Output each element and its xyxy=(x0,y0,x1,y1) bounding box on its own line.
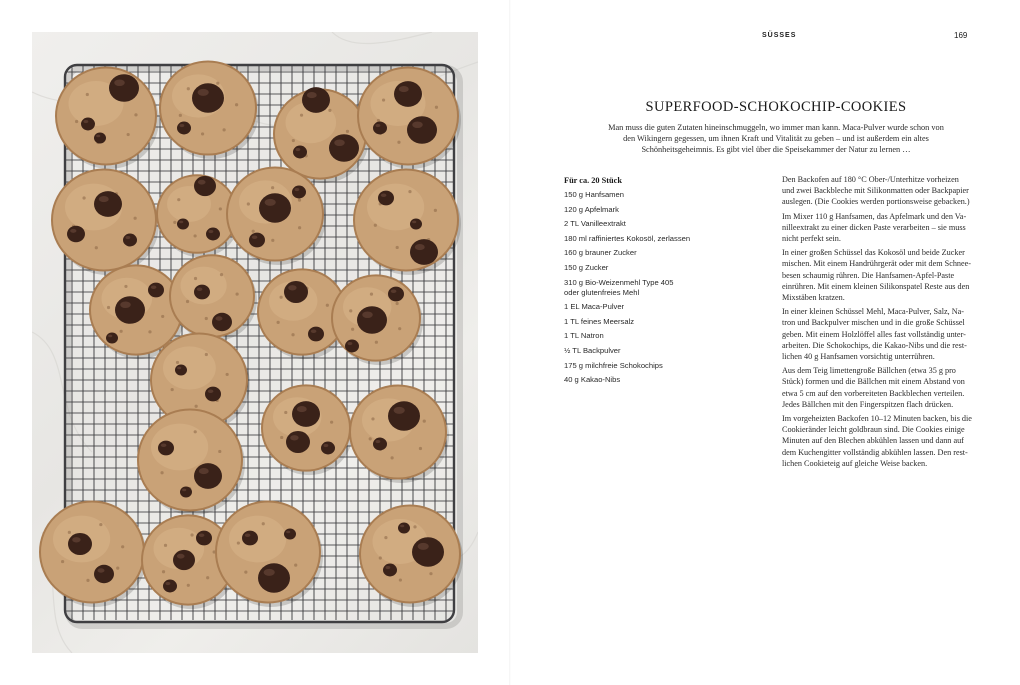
ingredient-line: 180 ml raffiniertes Kokosöl, zerlassen xyxy=(564,233,691,243)
chocolate-chip xyxy=(284,528,296,539)
method-step-line: nilleextrakt zu einer dicken Paste verarbeiten – sie muss xyxy=(782,222,966,232)
chocolate-chip-gloss xyxy=(375,124,380,127)
cookie-crumb xyxy=(429,572,432,575)
chocolate-chip-gloss xyxy=(72,537,80,542)
cookie-crumb xyxy=(127,133,130,136)
chocolate-chip xyxy=(94,191,122,217)
method-step-line: Stück) formen und die Bällchen mit einem Abstand von xyxy=(782,377,965,387)
chocolate-chip xyxy=(148,283,164,298)
chocolate-chip-gloss xyxy=(179,221,183,224)
chocolate-chip-gloss xyxy=(151,285,157,289)
chocolate-chip-gloss xyxy=(114,79,125,86)
chocolate-chip xyxy=(205,387,221,402)
ingredient-item xyxy=(564,317,754,327)
chocolate-chip xyxy=(293,146,307,159)
chocolate-chip xyxy=(81,118,95,131)
chocolate-chip xyxy=(212,313,232,331)
ingredient-line: 160 g brauner Zucker xyxy=(564,248,637,258)
chocolate-chip xyxy=(383,564,397,577)
cookie-crumb xyxy=(186,300,189,303)
chocolate-chip-gloss xyxy=(347,342,352,345)
chocolate-chip-gloss xyxy=(198,89,209,96)
chocolate-chip xyxy=(345,340,359,353)
method-step-line: etwa 5 cm auf den vorbereiteten Backblechen verteilen. xyxy=(782,388,965,398)
cookie-crumb xyxy=(298,226,301,229)
ingredient-item xyxy=(564,248,754,258)
cookie-highlight xyxy=(163,346,216,389)
ingredient-line: 175 g milchfreie Schokochips xyxy=(564,360,663,370)
cookie-crumb xyxy=(134,217,137,220)
method-step-line: Minuten auf den Blechen abkühlen lassen und dann auf xyxy=(782,436,964,446)
chocolate-chip-gloss xyxy=(177,367,181,370)
method-step-line: Jedes Bällchen mit den Fingerspitzen flach drücken. xyxy=(782,399,954,409)
cookie-crumb xyxy=(194,277,197,280)
cookie-crumb xyxy=(252,230,255,233)
chocolate-chip xyxy=(373,122,387,135)
method-step-line: mischen. Mit einem Handrührgerät oder mit dem Schnee- xyxy=(782,259,972,269)
chocolate-chip-gloss xyxy=(252,235,258,239)
ingredient-line: oder glutenfreies Mehl xyxy=(564,287,640,297)
cookie-crumb xyxy=(419,447,422,450)
cookie-crumb xyxy=(277,321,280,324)
cookie-crumb xyxy=(194,234,197,237)
cookie-crumb xyxy=(236,292,239,295)
cookie-crumb xyxy=(423,420,426,423)
chocolate-chip xyxy=(302,87,330,113)
method-step-line: In einer kleinen Schüssel Mehl, Maca-Pulver, Salz, Na- xyxy=(782,307,965,317)
recipe-intro xyxy=(592,122,960,155)
method-step xyxy=(782,365,992,410)
chocolate-chip-gloss xyxy=(295,148,300,151)
cookie-crumb xyxy=(187,87,190,90)
cookie-crumb xyxy=(247,202,250,205)
chocolate-chip-gloss xyxy=(208,230,213,233)
chocolate-chip-gloss xyxy=(311,329,317,333)
ingredient-items xyxy=(564,190,754,385)
cookie-crumb xyxy=(116,567,119,570)
chocolate-chip-gloss xyxy=(199,468,209,474)
chocolate-chip-gloss xyxy=(385,566,390,569)
cookie-crumb xyxy=(124,285,127,288)
cookie-crumb xyxy=(413,525,416,528)
chocolate-chip xyxy=(394,81,422,107)
cookie-crumb xyxy=(397,141,400,144)
chocolate-chip xyxy=(410,218,422,229)
cookie-crumb xyxy=(434,209,437,212)
ingredient-line: 1 EL Maca-Pulver xyxy=(564,302,625,312)
cookie-crumb xyxy=(379,556,382,559)
ingredient-item xyxy=(564,219,754,229)
ingredient-line: 150 g Hanfsamen xyxy=(564,190,624,199)
cookie-crumb xyxy=(271,186,274,189)
cookie-crumb xyxy=(346,130,349,133)
cookie-crumb xyxy=(134,113,137,116)
chocolate-chip-gloss xyxy=(394,407,405,414)
cookie-crumb xyxy=(206,576,209,579)
ingredient-line: 1 TL feines Meersalz xyxy=(564,316,635,326)
cookie-crumb xyxy=(235,103,238,106)
cookie-crumb xyxy=(223,128,226,131)
method-step-line: Im Mixer 110 g Hanfsamen, das Apfelmark und den Va- xyxy=(782,211,967,221)
intro-line: Man muss die guten Zutaten hineinschmuggeln, wo immer man kann. Maca-Pulver wurde schon von xyxy=(608,123,944,132)
cookie-crumb xyxy=(148,330,151,333)
cookie-crumb xyxy=(194,430,197,433)
cookie-crumb xyxy=(160,471,163,474)
chocolate-chip xyxy=(249,233,265,248)
cookie-crumb xyxy=(61,560,64,563)
chocolate-chip xyxy=(163,580,177,593)
chocolate-chip xyxy=(158,441,174,456)
intro-line: Schönheitsgeheimnis. Es gibt viel über die Speisekammer der Natur zu lernen … xyxy=(641,145,911,154)
ingredient-item xyxy=(564,302,754,312)
chocolate-chip xyxy=(292,401,320,427)
method-step-line: einrühren. Mit einem kleinen Silikonspatel Reste aus den xyxy=(782,281,970,291)
cookie-crumb xyxy=(369,437,372,440)
chocolate-chip-gloss xyxy=(415,244,425,250)
chocolate-chip xyxy=(180,486,192,497)
chocolate-chip-gloss xyxy=(182,489,186,492)
chocolate-chip xyxy=(388,401,420,430)
cookie-crumb xyxy=(435,106,438,109)
cookie-crumb xyxy=(177,198,180,201)
chocolate-chip xyxy=(373,438,387,451)
chocolate-chip xyxy=(94,132,106,143)
cookie-crumb xyxy=(328,109,331,112)
method-step xyxy=(782,247,992,303)
cookie-crumb xyxy=(195,405,198,408)
chocolate-chip-gloss xyxy=(307,92,317,98)
chocolate-chip-gloss xyxy=(216,316,223,320)
chocolate-chip xyxy=(196,531,212,546)
cookie-crumb xyxy=(396,246,399,249)
ingredient-line: 1 TL Natron xyxy=(564,331,604,341)
cookie-crumb xyxy=(408,190,411,193)
cookies-on-cooling-rack-image xyxy=(32,32,478,653)
chocolate-chip-gloss xyxy=(108,335,112,338)
chocolate-chip xyxy=(106,332,118,343)
cookie-crumb xyxy=(99,523,102,526)
cookie-crumb xyxy=(349,309,352,312)
chocolate-chip xyxy=(329,134,359,162)
chocolate-chip-gloss xyxy=(208,389,214,393)
chocolate-chip xyxy=(258,563,290,592)
method-step-line: arbeiten. Die Schokochips, die Kakao-Nibs und die rest- xyxy=(782,340,967,350)
chocolate-chip-gloss xyxy=(265,199,276,206)
cookie-crumb xyxy=(164,544,167,547)
cookie-crumb xyxy=(291,333,294,336)
cookies-photo xyxy=(32,32,478,653)
cookie-crumb xyxy=(161,315,164,318)
cookie-crumb xyxy=(294,564,297,567)
cookie-crumb xyxy=(86,579,89,582)
chocolate-chip xyxy=(388,287,404,302)
cookie-crumb xyxy=(162,570,165,573)
cookie-crumb xyxy=(219,207,222,210)
ingredient-item xyxy=(564,190,754,200)
chocolate-chip xyxy=(194,463,222,489)
chocolate-chip xyxy=(321,442,335,455)
method-step-line: nicht perfekt sein. xyxy=(782,234,841,244)
cookie-crumb xyxy=(391,456,394,459)
chocolate-chip xyxy=(123,234,137,247)
method-step xyxy=(782,413,992,469)
ingredient-line: 310 g Bio-Weizenmehl Type 405 xyxy=(564,277,674,287)
method-step-line: In einer großen Schüssel das Kokosöl und beide Zucker xyxy=(782,248,965,258)
method-step-line: besen schaumig rühren. Die Hanfsamen-Apfel-Paste xyxy=(782,270,955,280)
method-step-line: Mixstäben kratzen. xyxy=(782,293,845,303)
running-head-section: SÜSSES xyxy=(762,32,797,39)
chocolate-chip-gloss xyxy=(362,311,373,318)
cookie-crumb xyxy=(326,304,329,307)
method-step-line: lichen 40 g Hanfsamen vorsichtig unterrühren. xyxy=(782,352,935,362)
chocolate-chip-gloss xyxy=(400,525,404,528)
method-step-line: Cookieränder leicht goldbraun sind. Die Cookies einige xyxy=(782,425,965,435)
ingredient-line: ½ TL Backpulver xyxy=(564,345,621,355)
ingredient-item xyxy=(564,375,754,385)
cookie-crumb xyxy=(226,373,229,376)
chocolate-chip xyxy=(67,226,85,243)
chocolate-chip-gloss xyxy=(375,440,380,443)
chocolate-chip xyxy=(177,218,189,229)
chocolate-chip-gloss xyxy=(264,569,275,576)
ingredient-line: 150 g Zucker xyxy=(564,262,609,272)
chocolate-chip xyxy=(407,116,437,144)
method-step-line: dem Kuchengitter vollständig abkühlen lassen. Den rest- xyxy=(782,447,968,457)
chocolate-chip-gloss xyxy=(391,289,397,293)
ingredient-item xyxy=(564,346,754,356)
chocolate-chip-gloss xyxy=(83,120,88,123)
chocolate-chip xyxy=(206,228,220,241)
cookie-crumb xyxy=(292,139,295,142)
cookie-crumb xyxy=(399,578,402,581)
method-step xyxy=(782,174,992,208)
chocolate-chip-gloss xyxy=(288,285,296,290)
method-step-line: Im vorgeheizten Backofen 10–12 Minuten backen, bis die xyxy=(782,414,972,424)
chocolate-chip xyxy=(242,531,258,546)
cookie-crumb xyxy=(75,120,78,123)
method-step xyxy=(782,306,992,362)
chocolate-chip-gloss xyxy=(125,236,130,239)
chocolate-chip-gloss xyxy=(165,582,170,585)
method-step-line: und zwei Backbleche mit Silikonmatten oder Backpapier xyxy=(782,186,969,196)
chocolate-chip xyxy=(177,122,191,135)
cookie-crumb xyxy=(187,584,190,587)
chocolate-chip-gloss xyxy=(412,121,423,128)
cookie-crumb xyxy=(205,353,208,356)
cookie-crumb xyxy=(107,306,110,309)
cookie-crumb xyxy=(351,328,354,331)
ingredient-line: 120 g Apfelmark xyxy=(564,204,619,214)
chocolate-chip-gloss xyxy=(98,568,105,572)
chocolate-chip xyxy=(308,327,324,342)
cookie-crumb xyxy=(382,98,385,101)
chocolate-chip xyxy=(109,74,139,102)
chocolate-chip-gloss xyxy=(179,124,184,127)
method-step-line: Aus dem Teig limettengroße Bällchen (etwa 35 g pro xyxy=(782,366,956,376)
chocolate-chip xyxy=(94,565,114,583)
chocolate-chip xyxy=(410,239,438,265)
cookie-crumb xyxy=(280,436,283,439)
cookie-crumb xyxy=(176,361,179,364)
chocolate-chip-gloss xyxy=(96,135,100,138)
cookie-crumb xyxy=(280,296,283,299)
chocolate-chip xyxy=(115,296,145,324)
cookie-crumb xyxy=(370,293,373,296)
ingredient-item xyxy=(564,361,754,371)
chocolate-chip xyxy=(192,83,224,112)
cookie-crumb xyxy=(95,246,98,249)
cookie-crumb xyxy=(190,533,193,536)
chocolate-chip-gloss xyxy=(412,221,416,224)
chocolate-chip xyxy=(175,364,187,375)
cookie-crumb xyxy=(120,330,123,333)
cookie-crumb xyxy=(82,196,85,199)
ingredient-item xyxy=(564,263,754,273)
cookie-crumb xyxy=(237,541,240,544)
ingredient-item xyxy=(564,205,754,215)
cookie-crumb xyxy=(384,536,387,539)
ingredient-item xyxy=(564,234,754,244)
chocolate-chip-gloss xyxy=(297,406,307,412)
cookie-crumb xyxy=(218,450,221,453)
chocolate-chip xyxy=(292,186,306,199)
cookie-crumb xyxy=(68,531,71,534)
chocolate-chip-gloss xyxy=(70,229,76,233)
chocolate-chip-gloss xyxy=(177,554,185,559)
book-gutter xyxy=(509,0,511,685)
ingredient-item xyxy=(564,278,754,298)
chocolate-chip-gloss xyxy=(197,287,203,291)
intro-line: den Wikingern gegessen, um ihnen Kraft und Vitalität zu geben – und ist außerdem ein altes xyxy=(623,134,929,143)
cookie-crumb xyxy=(262,522,265,525)
recipe-yield: Für ca. 20 Stück xyxy=(564,176,622,185)
method-step-line: tron und Backpulver mischen und in die große Schüssel xyxy=(782,318,965,328)
cookie-crumb xyxy=(244,571,247,574)
chocolate-chip-gloss xyxy=(199,533,205,537)
chocolate-chip-gloss xyxy=(323,444,328,447)
chocolate-chip-gloss xyxy=(198,180,206,185)
cookie-crumb xyxy=(284,411,287,414)
chocolate-chip xyxy=(68,533,92,555)
chocolate-chip xyxy=(378,191,394,206)
chocolate-chip xyxy=(286,431,310,453)
cookie-crumb xyxy=(398,327,401,330)
page-number: 169 xyxy=(954,31,968,40)
cookie-crumb xyxy=(375,341,378,344)
chocolate-chip-gloss xyxy=(399,86,409,92)
chocolate-chip-gloss xyxy=(294,188,299,191)
chocolate-chip xyxy=(357,306,387,334)
recipe-title: SUPERFOOD-SCHOKOCHIP-COOKIES xyxy=(645,99,907,115)
cookie-crumb xyxy=(173,221,176,224)
chocolate-chip-gloss xyxy=(245,533,251,537)
chocolate-chip-gloss xyxy=(99,196,109,202)
ingredient-line: 2 TL Vanilleextrakt xyxy=(564,219,626,229)
chocolate-chip xyxy=(194,285,210,300)
cookie-crumb xyxy=(179,114,182,117)
cookie-crumb xyxy=(371,417,374,420)
chocolate-chip-gloss xyxy=(290,435,298,440)
ingredient-line: 40 g Kakao-Nibs xyxy=(564,375,621,385)
cookie-crumb xyxy=(121,545,124,548)
chocolate-chip xyxy=(194,176,216,196)
method-step-line: lichen Cookieteig auf gleiche Weise backen. xyxy=(782,458,928,468)
chocolate-chip xyxy=(398,522,410,533)
cookie-crumb xyxy=(171,388,174,391)
chocolate-chip xyxy=(284,281,308,303)
cookie-crumb xyxy=(205,317,208,320)
method-step-line: Den Backofen auf 180 °C Ober-/Unterhitze vorheizen xyxy=(782,175,959,184)
cookie-crumb xyxy=(330,421,333,424)
chocolate-chip xyxy=(173,550,195,570)
cookie-crumb xyxy=(300,114,303,117)
cookie-crumb xyxy=(216,82,219,85)
chocolate-chip-gloss xyxy=(381,193,387,197)
chocolate-chip xyxy=(259,193,291,222)
marble-vein xyxy=(332,32,432,44)
method-step-line: auslegen. (Die Cookies werden portionsweise gebacken.) xyxy=(782,197,970,207)
cookie-crumb xyxy=(298,199,301,202)
chocolate-chip-gloss xyxy=(334,139,345,146)
cookie-crumb xyxy=(396,302,399,305)
chocolate-chip-gloss xyxy=(120,301,131,308)
ingredients-list xyxy=(564,175,754,390)
chocolate-chip xyxy=(412,537,444,566)
cookie-crumb xyxy=(220,273,223,276)
method-steps xyxy=(782,174,992,472)
ingredient-item xyxy=(564,331,754,341)
chocolate-chip-gloss xyxy=(161,443,167,447)
cookie-crumb xyxy=(86,93,89,96)
chocolate-chip-gloss xyxy=(418,543,429,550)
cookie-crumb xyxy=(201,132,204,135)
chocolate-chip-gloss xyxy=(286,531,290,534)
cookie-crumb xyxy=(271,239,274,242)
cookie-crumb xyxy=(374,224,377,227)
method-step-line: geben. Mit einem Holzlöffel alles fast vollständig unter- xyxy=(782,329,966,339)
method-step xyxy=(782,211,992,245)
